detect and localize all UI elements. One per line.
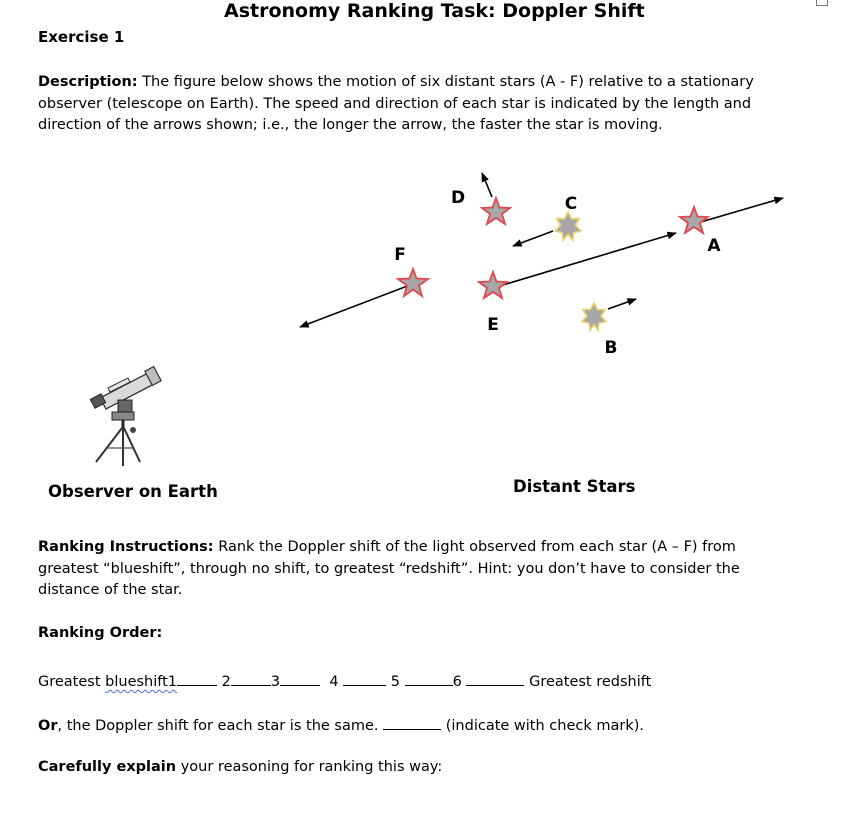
ranking-instructions-text: Rank the Doppler shift of the light observed from each star (A – F) from greatest “blueshift”, through no shift, to greatest “redshift”. Hint: you don’t have to consider the distance of the star. (38, 539, 740, 598)
rank-slot-3-number: 3 (270, 674, 281, 690)
ranking-instructions-label: Ranking Instructions: (38, 539, 214, 555)
observer-caption: Observer on Earth (48, 482, 218, 501)
star-a-arrow (694, 198, 783, 224)
telescope-icon (90, 367, 161, 466)
star-d (482, 198, 510, 224)
order-start-squiggle: blueshift (105, 674, 168, 690)
star-e (479, 272, 507, 298)
star-e-label: E (487, 315, 499, 335)
description-text: The figure below shows the motion of six distant stars (A - F) relative to a stationary observer (telescope on Earth). The speed and direction of each star is indicated by the length and direction of the arrows shown; i.e., the longer the arrow, the faster the star is moving. (38, 74, 754, 133)
star-a-label: A (707, 236, 721, 256)
star-c-arrow (513, 231, 553, 246)
rank-slot-4-number: 4 (329, 674, 339, 690)
rank-slot-6-blank[interactable] (466, 671, 524, 686)
stars-caption: Distant Stars (513, 477, 636, 496)
page-title: Astronomy Ranking Task: Doppler Shift (224, 0, 645, 22)
star-b-label: B (604, 338, 618, 358)
rank-slot-3-blank[interactable] (280, 671, 320, 686)
exercise-label: Exercise 1 (38, 28, 125, 46)
star-b-arrow (608, 299, 636, 309)
rank-slot-5-blank[interactable] (405, 671, 453, 686)
star-d-label: D (450, 188, 466, 208)
explain-bold: Carefully explain (38, 759, 177, 775)
order-start-word: Greatest (38, 674, 101, 690)
rank-slot-1-blank[interactable] (177, 671, 217, 686)
star-c-label: C (564, 194, 578, 214)
order-end-label: Greatest redshift (529, 674, 652, 690)
rank-slot-5-number: 5 (390, 674, 401, 690)
star-e-arrow (493, 233, 676, 288)
rank-slot-6-number: 6 (452, 674, 462, 690)
star-d-arrow (482, 173, 492, 197)
explain-prompt (38, 759, 442, 775)
explain-text: your reasoning for ranking this way: (176, 759, 443, 775)
same-shift-checkmark-blank[interactable] (383, 715, 441, 730)
description-label: Description: (38, 74, 138, 90)
rank-slot-4-blank[interactable] (343, 671, 386, 686)
ranking-instructions (38, 537, 783, 602)
rank-slot-2-blank[interactable] (231, 671, 271, 686)
ranking-order-line (38, 671, 651, 690)
star-f (398, 269, 428, 296)
star-c (555, 212, 581, 240)
same-shift-text: , the Doppler shift for each star is the same. (57, 718, 379, 734)
same-shift-or: Or (38, 718, 58, 734)
ranking-order-label: Ranking Order: (38, 625, 163, 641)
same-shift-suffix: (indicate with check mark). (445, 718, 644, 734)
rank-slot-2-number: 2 (221, 674, 231, 690)
star-f-label: F (394, 245, 406, 265)
same-shift-line (38, 715, 644, 734)
star-f-arrow (300, 285, 410, 327)
star-a (680, 207, 708, 233)
star-b (582, 303, 606, 330)
rank-slot-1-number: 1 (167, 674, 178, 690)
